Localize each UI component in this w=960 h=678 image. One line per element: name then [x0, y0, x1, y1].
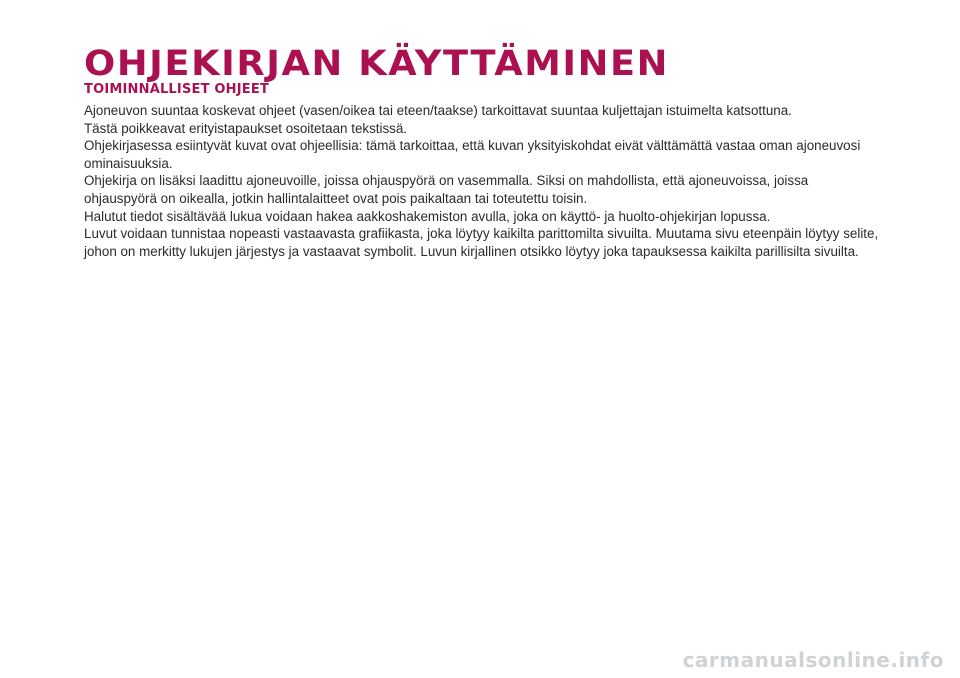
- page-title: OHJEKIRJAN KÄYTTÄMINEN: [84, 44, 669, 84]
- section-title: TOIMINNALLISET OHJEET: [84, 82, 269, 97]
- paragraph: Tästä poikkeavat erityistapaukset osoitetaan tekstissä.: [84, 120, 408, 136]
- body-text: [84, 102, 884, 260]
- paragraph: Ajoneuvon suuntaa koskevat ohjeet (vasen/oikea tai eteen/taakse) tarkoittavat suuntaa kuljettajan istuimelta katsottuna.: [84, 103, 792, 118]
- paragraph: Halutut tiedot sisältävää lukua voidaan hakea aakkoshakemiston avulla, joka on käyttö- ja huolto-ohjekirjan lopussa.: [84, 208, 771, 224]
- paragraph: Luvut voidaan tunnistaa nopeasti vastaavasta grafiikasta, joka löytyy kaikilta parittomilta sivuilta. Muutama sivu eteenpäin löytyy selite, johon on merkitty lukujen järjestys ja vastaavat symbolit. Luvun kirjallinen otsikko löytyy joka tapauksessa kaikilta parillisilta sivuilta.: [84, 226, 879, 259]
- watermark-text: carmanualsonline.info: [682, 648, 944, 672]
- paragraph: Ohjekirjasessa esiintyvät kuvat ovat ohjeellisia: tämä tarkoittaa, että kuvan yksityiskohdat eivät välttämättä vastaa oman ajoneuvosi ominaisuuksia.: [84, 138, 861, 171]
- paragraph: Ohjekirja on lisäksi laadittu ajoneuvoille, joissa ohjauspyörä on vasemmalla. Siksi on mahdollista, että ajoneuvoissa, joissa ohjauspyörä on oikealla, jotkin hallintalaitteet ovat pois paikaltaan tai toteutettu toisin.: [84, 173, 809, 206]
